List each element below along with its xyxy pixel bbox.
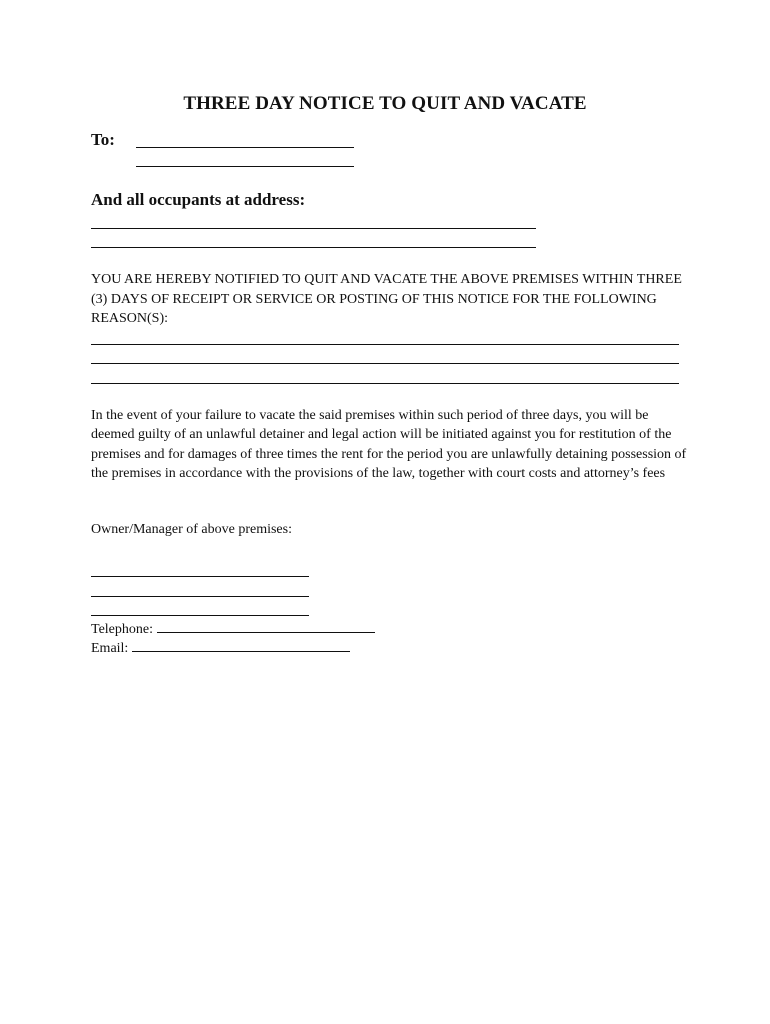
telephone-blank	[157, 620, 375, 633]
owner-manager-label: Owner/Manager of above premises:	[91, 522, 292, 537]
email-label: Email:	[91, 641, 129, 656]
owner-line-3	[91, 615, 309, 616]
reason-line-3	[91, 383, 679, 384]
document-title: THREE DAY NOTICE TO QUIT AND VACATE	[183, 93, 587, 114]
address-line-1	[91, 228, 536, 229]
occupants-address-label: And all occupants at address:	[91, 190, 306, 209]
telephone-label: Telephone:	[91, 622, 153, 637]
telephone-field	[91, 620, 375, 638]
owner-line-1	[91, 576, 309, 577]
to-label: To:	[91, 130, 115, 149]
owner-line-2	[91, 596, 309, 597]
notice-paragraph: YOU ARE HEREBY NOTIFIED TO QUIT AND VACATE THE ABOVE PREMISES WITHIN THREE (3) DAYS OF RECEIPT OR SERVICE OR POSTING OF THIS NOTICE FOR THE FOLLOWING REASON(S):	[91, 272, 682, 326]
reason-line-2	[91, 363, 679, 364]
recipient-line-1	[136, 147, 354, 148]
address-line-2	[91, 247, 536, 248]
email-blank	[132, 639, 350, 652]
email-field	[91, 639, 350, 657]
recipient-line-2	[136, 166, 354, 167]
failure-to-vacate-paragraph: In the event of your failure to vacate the said premises within such period of three days, you will be deemed guilty of an unlawful detainer and legal action will be initiated against you for restitution of the premises and for damages of three times the rent for the period you are unlawfully detaining possession of the premises in accordance with the provisions of the law, together with court costs and attorney’s fees	[91, 408, 687, 482]
reason-line-1	[91, 344, 679, 345]
